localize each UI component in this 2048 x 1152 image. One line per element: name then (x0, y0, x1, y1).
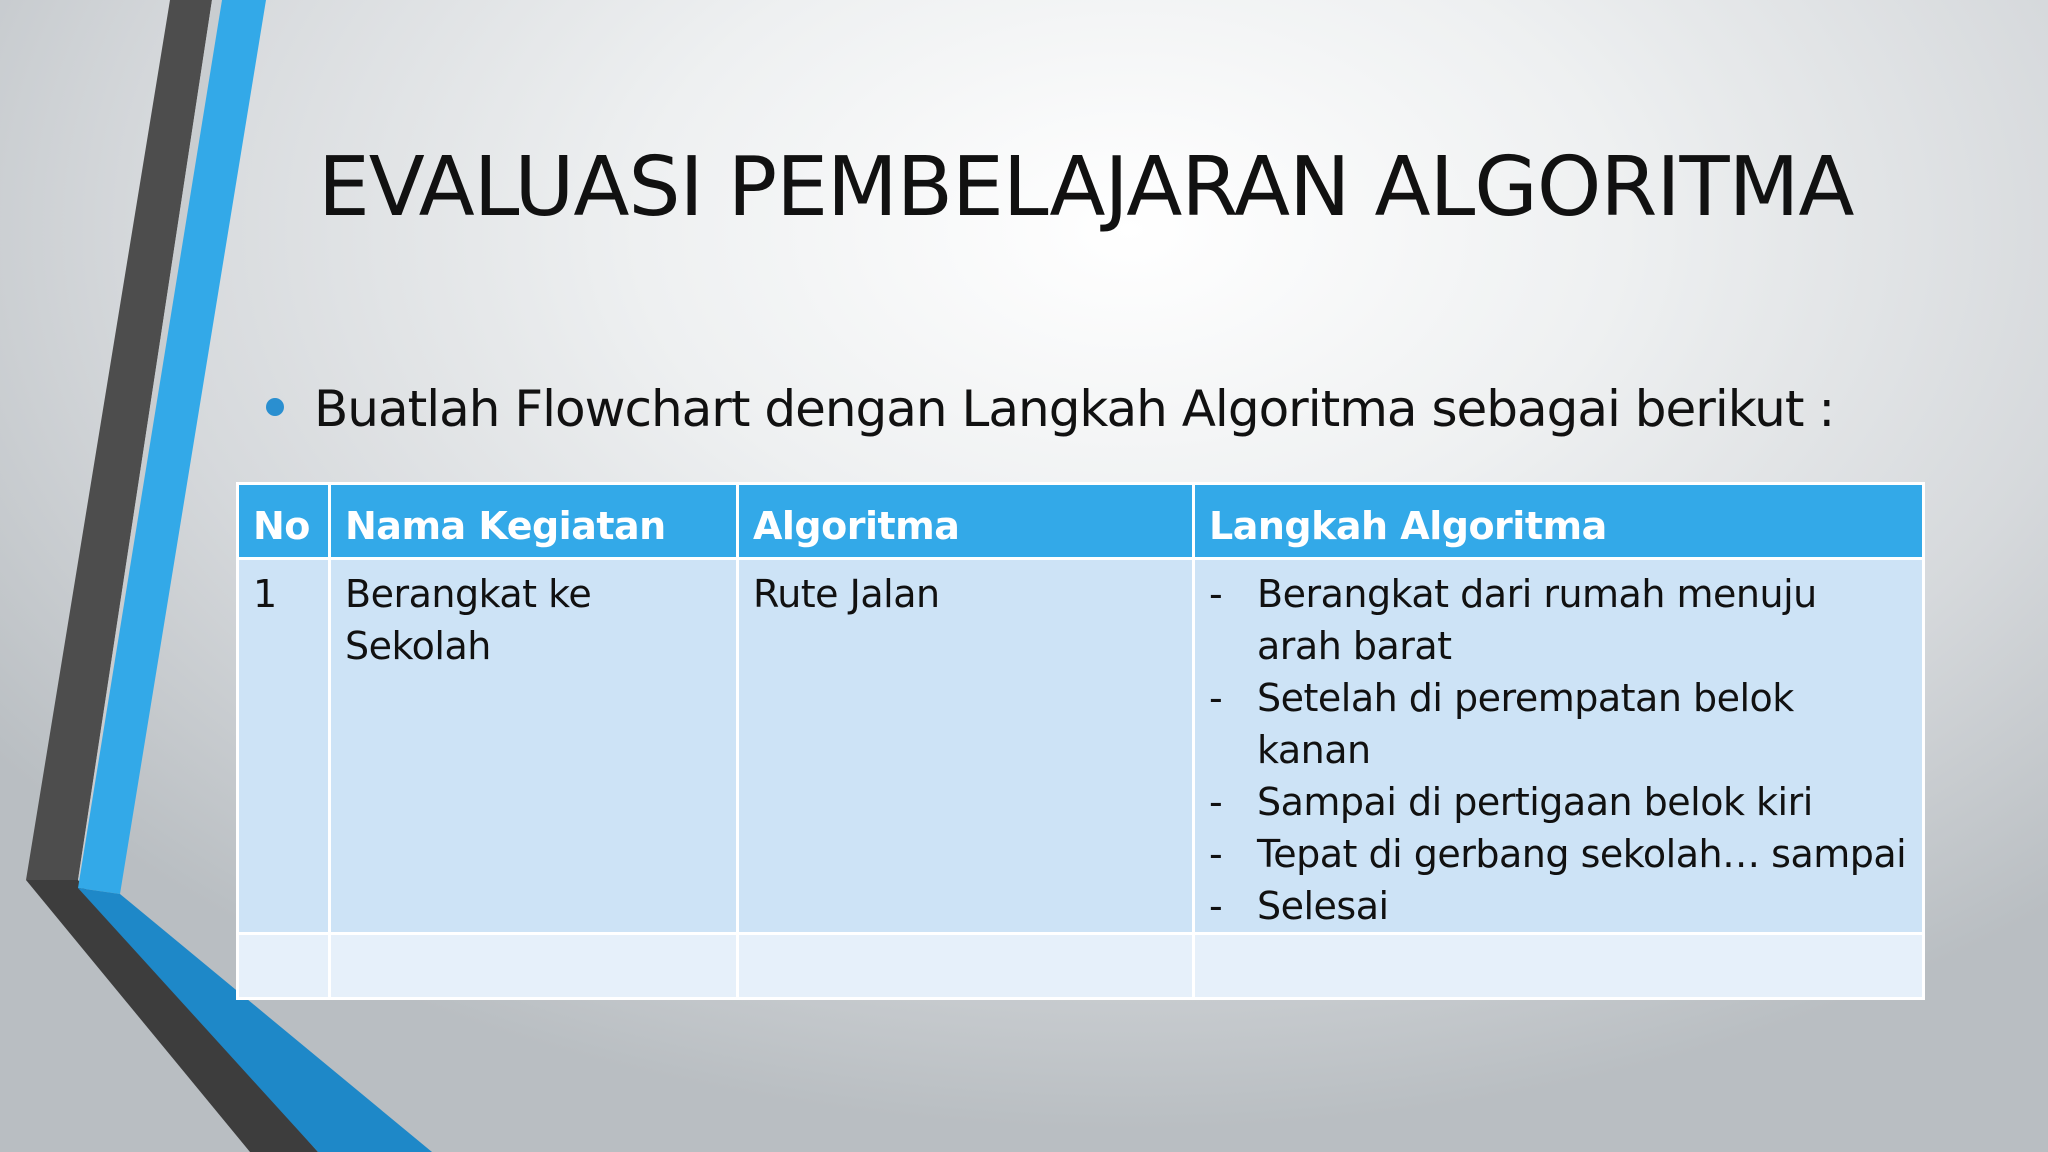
step-item (1209, 776, 1908, 828)
step-item (1209, 568, 1908, 672)
step-text: Setelah di perempatan belok kanan (1257, 676, 1794, 772)
header-langkah-algoritma: Langkah Algoritma (1194, 484, 1924, 559)
step-text: Selesai (1257, 884, 1389, 928)
step-text: Sampai di pertigaan belok kiri (1257, 780, 1813, 824)
dash-marker: - (1209, 572, 1223, 616)
cell-algoritma: Rute Jalan (738, 559, 1194, 934)
slide-title: EVALUASI PEMBELAJARAN ALGORITMA (318, 140, 1854, 235)
bullet-dot-icon (266, 398, 284, 416)
cell-nama-kegiatan: Berangkat ke Sekolah (330, 559, 738, 934)
table-row (238, 559, 1924, 934)
bullet-text: Buatlah Flowchart dengan Langkah Algoritma sebagai berikut : (314, 380, 1835, 438)
header-algoritma: Algoritma (738, 484, 1194, 559)
step-item (1209, 672, 1908, 776)
dash-marker: - (1209, 780, 1223, 824)
cell-nama-kegiatan-empty (330, 934, 738, 999)
step-item (1209, 828, 1908, 880)
cell-no: 1 (238, 559, 330, 934)
step-text: Tepat di gerbang sekolah… sampai (1257, 832, 1907, 876)
cell-algoritma-empty (738, 934, 1194, 999)
dash-marker: - (1209, 832, 1223, 876)
cell-langkah-empty (1194, 934, 1924, 999)
cell-no-empty (238, 934, 330, 999)
dash-marker: - (1209, 676, 1223, 720)
header-nama-kegiatan: Nama Kegiatan (330, 484, 738, 559)
bullet-item (266, 380, 1834, 438)
cell-langkah-algoritma (1194, 559, 1924, 934)
steps-list (1209, 568, 1908, 932)
step-text: Berangkat dari rumah menuju arah barat (1257, 572, 1817, 668)
dash-marker: - (1209, 884, 1223, 928)
table-row-empty (238, 934, 1924, 999)
step-item (1209, 880, 1908, 932)
table-header-row (238, 484, 1924, 559)
header-no: No (238, 484, 330, 559)
algorithm-table (236, 482, 1925, 1000)
